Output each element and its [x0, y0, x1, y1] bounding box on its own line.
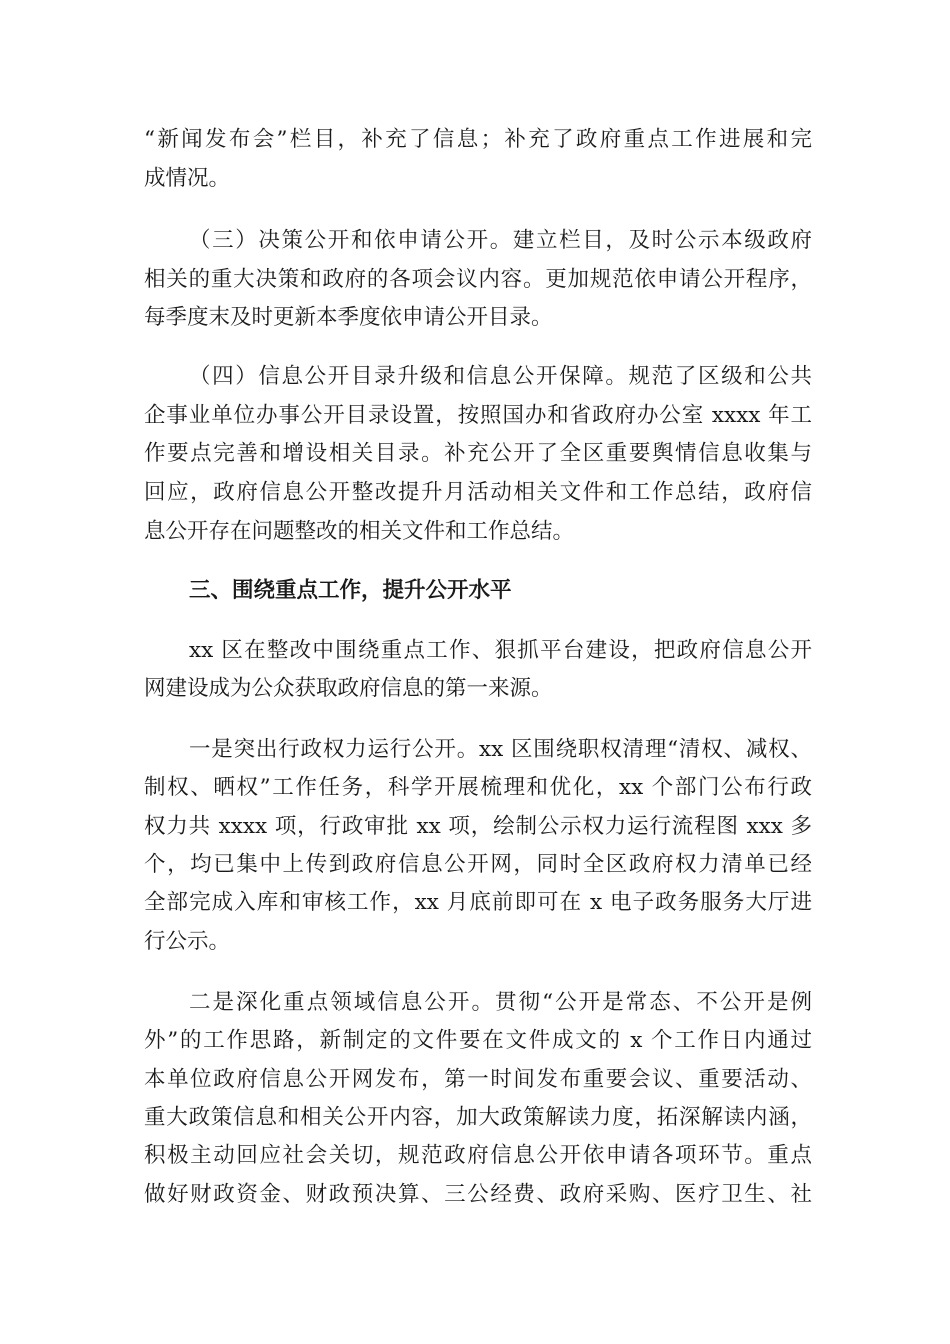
text-line: xx 区在整改中围绕重点工作、狠抓平台建设，把政府信息公开 [189, 638, 812, 663]
text-line: 全部完成入库和审核工作，xx 月底前即可在 x 电子政务服务大厅进 [144, 890, 812, 915]
text-line: 息公开存在问题整改的相关文件和工作总结。 [144, 519, 575, 544]
text-line: （四）信息公开目录升级和信息公开保障。规范了区级和公共 [189, 364, 812, 389]
text-line: 做好财政资金、财政预决算、三公经费、政府采购、医疗卫生、社 [144, 1182, 812, 1207]
text-line: 重大政策信息和相关公开内容，加大政策解读力度，拓深解读内涵， [144, 1105, 812, 1130]
text-line: 每季度末及时更新本季度依申请公开目录。 [144, 305, 553, 330]
text-line: 网建设成为公众获取政府信息的第一来源。 [144, 676, 553, 701]
text-line: 相关的重大决策和政府的各项会议内容。更加规范依申请公开程序， [144, 267, 812, 292]
text-line: 二是深化重点领域信息公开。贯彻“公开是常态、不公开是例 [189, 990, 812, 1015]
text-line: 积极主动回应社会关切，规范政府信息公开依申请各项环节。重点 [144, 1143, 812, 1168]
text-line: 行公示。 [144, 929, 231, 954]
text-line: “新闻发布会”栏目，补充了信息；补充了政府重点工作进展和完 [144, 127, 812, 152]
text-line: 权力共 xxxx 项，行政审批 xx 项，绘制公示权力运行流程图 xxx 多 [144, 814, 812, 839]
text-line: 作要点完善和增设相关目录。补充公开了全区重要舆情信息收集与 [144, 441, 812, 466]
text-line: 企事业单位办事公开目录设置，按照国办和省政府办公室 xxxx 年工 [144, 403, 812, 428]
text-line: 本单位政府信息公开网发布，第一时间发布重要会议、重要活动、 [144, 1067, 812, 1092]
text-line: 个，均已集中上传到政府信息公开网，同时全区政府权力清单已经 [144, 852, 812, 877]
section-heading: 三、围绕重点工作，提升公开水平 [189, 578, 512, 603]
text-line: 制权、晒权”工作任务，科学开展梳理和优化，xx 个部门公布行政 [144, 775, 812, 800]
text-line: 一是突出行政权力运行公开。xx 区围绕职权清理“清权、减权、 [189, 737, 812, 762]
text-line: 回应，政府信息公开整改提升月活动相关文件和工作总结，政府信 [144, 480, 812, 505]
text-line: 外”的工作思路，新制定的文件要在文件成文的 x 个工作日内通过 [144, 1028, 812, 1053]
text-line: （三）决策公开和依申请公开。建立栏目，及时公示本级政府 [189, 228, 812, 253]
text-line: 成情况。 [144, 166, 231, 191]
